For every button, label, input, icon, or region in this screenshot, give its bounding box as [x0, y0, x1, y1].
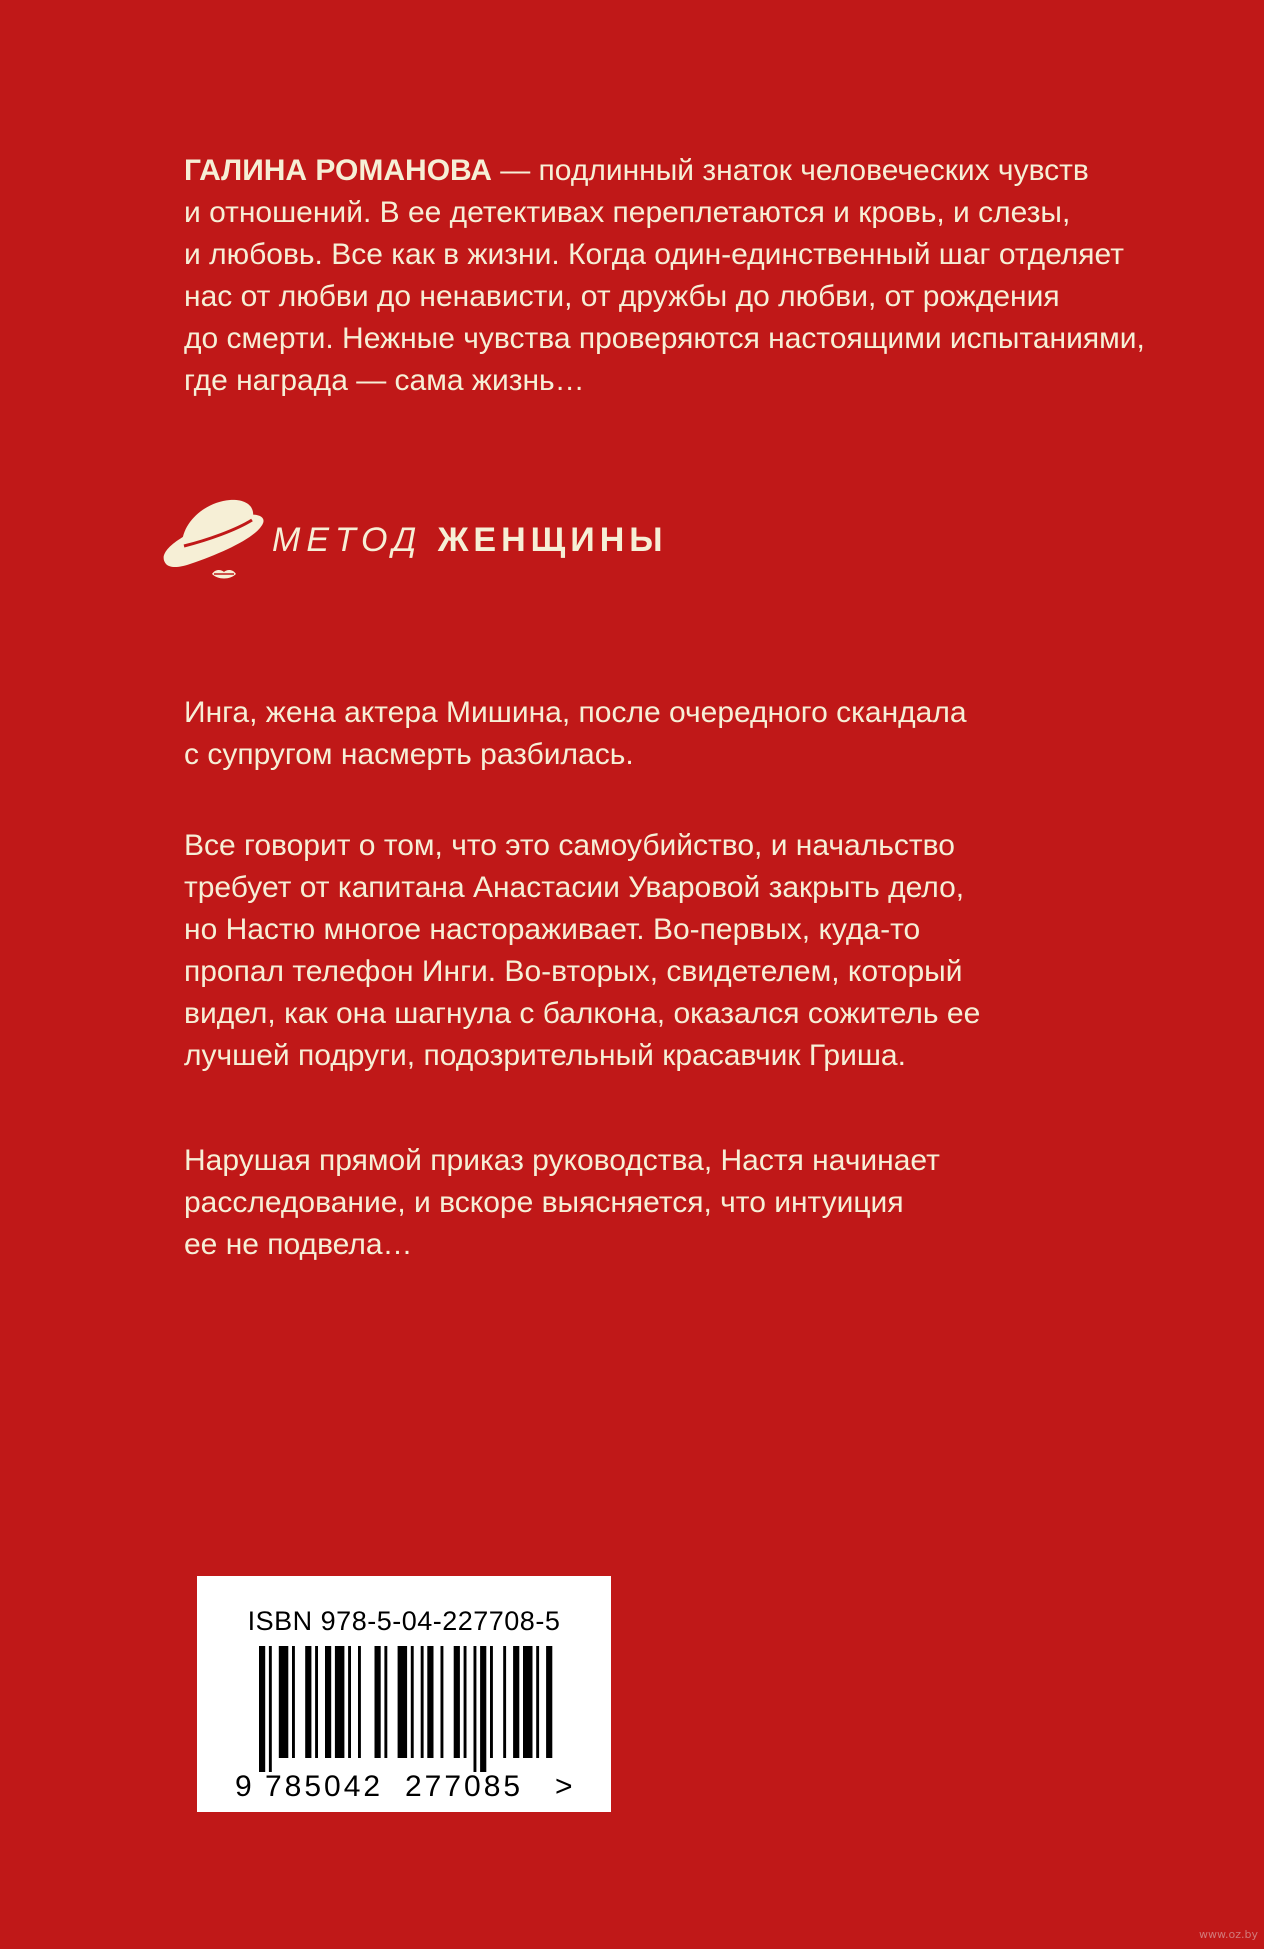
watermark: www.oz.by — [1199, 1928, 1258, 1941]
barcode-bar — [523, 1646, 533, 1758]
barcode-first-digit: 9 — [235, 1770, 252, 1803]
barcode-bar — [536, 1646, 539, 1758]
barcode-bar — [546, 1646, 552, 1758]
barcode-digits-right: 277085 — [405, 1770, 524, 1803]
annotation-paragraph-1 — [184, 692, 967, 776]
barcode-bar — [325, 1646, 331, 1758]
series-word-women: ЖЕНЩИНЫ — [437, 521, 668, 559]
barcode-bar — [398, 1646, 408, 1758]
author-blurb-text: — подлинный знаток человеческих чувств — [491, 154, 1089, 187]
author-blurb-line-3: и любовь. Все как в жизни. Когда один-единственный шаг отделяет — [184, 238, 1124, 271]
barcode-bar — [305, 1646, 311, 1758]
author-blurb-line-2: и отношений. В ее детективах переплетаются и кровь, и слезы, — [184, 196, 1071, 229]
series-word-method: МЕТОД — [272, 521, 423, 559]
paragraph-line: лучшей подруги, подозрительный красавчик Гриша. — [184, 1039, 906, 1072]
isbn-label: ISBN 978-5-04-227708-5 — [247, 1606, 561, 1636]
barcode-bar — [503, 1646, 506, 1758]
barcode-bar — [513, 1646, 519, 1758]
barcode-bar — [269, 1646, 272, 1772]
barcode-bar — [259, 1646, 265, 1772]
isbn-barcode-box — [197, 1576, 611, 1812]
barcode-bar — [411, 1646, 414, 1758]
series-logo — [160, 490, 800, 590]
paragraph-line: но Настю многое настораживает. Во-первых, куда-то — [184, 913, 921, 946]
author-blurb-line-6: где награда — сама жизнь… — [184, 364, 585, 397]
barcode-bar — [375, 1646, 381, 1758]
barcode-bar — [474, 1646, 477, 1772]
barcode-bar — [384, 1646, 387, 1758]
barcode-bar — [292, 1646, 295, 1758]
paragraph-line: с супругом насмерть разбилась. — [184, 738, 634, 771]
barcode-bar — [421, 1646, 424, 1758]
barcode-bar — [279, 1646, 289, 1758]
author-blurb — [184, 150, 1144, 402]
author-name: ГАЛИНА РОМАНОВА — [184, 154, 492, 187]
paragraph-line: пропал телефон Инги. Во-вторых, свидетелем, который — [184, 955, 963, 988]
series-title — [272, 518, 668, 562]
hat-with-lips-icon — [160, 490, 270, 590]
barcode-bar — [464, 1646, 467, 1758]
barcode-bar — [427, 1646, 433, 1758]
barcode-bar — [441, 1646, 444, 1758]
barcode — [197, 1576, 611, 1812]
annotation-paragraph-2 — [184, 825, 980, 1077]
barcode-bars — [259, 1646, 552, 1772]
author-blurb-line-4: нас от любви до ненависти, от дружбы до любви, от рождения — [184, 280, 1060, 313]
paragraph-line: Все говорит о том, что это самоубийство, и начальство — [184, 829, 955, 862]
barcode-bar — [490, 1646, 493, 1758]
paragraph-line: расследование, и вскоре выясняется, что интуиция — [184, 1186, 904, 1219]
author-blurb-line-1 — [184, 150, 1144, 192]
barcode-bar — [480, 1646, 486, 1772]
paragraph-line: требует от капитана Анастасии Уваровой закрыть дело, — [184, 871, 965, 904]
barcode-arrow: > — [555, 1770, 573, 1803]
barcode-bar — [348, 1646, 351, 1758]
barcode-bar — [454, 1646, 460, 1758]
barcode-digits-left: 785042 — [265, 1770, 384, 1803]
author-blurb-line-5: до смерти. Нежные чувства проверяются настоящими испытаниями, — [184, 322, 1145, 355]
paragraph-line: видел, как она шагнула с балкона, оказался сожитель ее — [184, 997, 981, 1030]
annotation-paragraph-3 — [184, 1140, 940, 1266]
paragraph-line: Нарушая прямой приказ руководства, Настя начинает — [184, 1144, 940, 1177]
paragraph-line: Инга, жена актера Мишина, после очередного скандала — [184, 696, 967, 729]
paragraph-line: ее не подвела… — [184, 1228, 413, 1261]
barcode-bar — [315, 1646, 318, 1758]
barcode-bar — [358, 1646, 361, 1758]
barcode-bar — [335, 1646, 345, 1758]
